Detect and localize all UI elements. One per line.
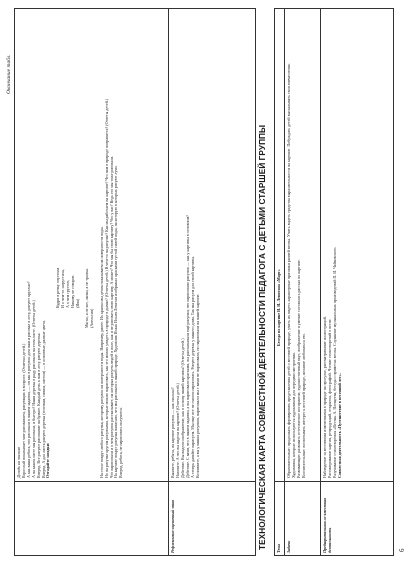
text-line: Вспомните, а вы у наших рисунков, нарисовали мы с вами не нарисовали, но нарисовали на нашей картине. (194, 293, 200, 478)
text-line: Никому не говорит. (70, 274, 76, 308)
text-line: Но на рисунке кругом рисунками, которые можно нарисовать, как это можно увидеть в природе в дымке? (Ответы детей.) В чем-то на рисунке? Как мы работаем на картине? Что нам в природе понравится? (Ответы детей.) (103, 98, 109, 478)
text-line: Вперед, ребята, не нарисовать получится. (118, 407, 124, 478)
tasks-lines (287, 12, 307, 478)
stage-main-more (100, 12, 125, 478)
page-number: 6 (398, 548, 406, 552)
text-line: А о чем грустит, (65, 280, 71, 308)
text-line: Совместная деятельность «Путешествие в весенний лес». (336, 373, 342, 478)
text-line: Наблюдение за весенними изменениями в природе на прогулке, рассматривание иллюстраций. (322, 316, 327, 478)
text-line: Воспитательные: воспитывать интерес к весенней природе, желание любоваться ею. (300, 333, 306, 478)
row-divider (320, 8, 321, 556)
reflexive-stage-content (171, 12, 200, 478)
text-line: (Апельсин) (88, 308, 94, 328)
text-line: Действие. Вы видели изображение, как в основу нашей картины? (Ответы детей.) (179, 338, 185, 478)
row-divider (284, 8, 285, 556)
text-line: Назовите. А что вы видели на картине? (Ответы детей.) (174, 383, 180, 478)
text-line: Художника, которые используются художником для передачи настроения. (290, 352, 296, 478)
text-line: Дождь на чистом (16, 447, 21, 478)
text-line: Что нарисовали и о чем рисунок рассказывает, на которых рисуем людей в поле, как и не рисовать свою картину. А может? Что мы бы свою картину? Что у вас? Ведь это мы тоже рисовали. (108, 155, 114, 478)
text-line: И о чем-то загрустила, (60, 269, 66, 308)
text-line: Кудри в речку опустила (55, 267, 61, 308)
theme-value: Беседа по картине И. И. Левитана «Март» (276, 269, 281, 346)
reflexive-stage-label: Рефлексивно-оценочный этап (170, 499, 175, 553)
section-heading: ТЕХНОЛОГИЧЕСКАЯ КАРТА СОВМЕСТНОЙ ДЕЯТЕЛЬНОСТИ ПЕДАГОГА С ДЕТЬМИ СТАРШЕЙ ГРУППЫ (258, 124, 267, 550)
text-line: Действие. С вами, что в нашем задании, а вы нарисовали красками, вы рассказывали ещё рисунки, что нарисовано рисунок — как у картины в основном? (184, 215, 190, 478)
preliminary-content (323, 12, 343, 478)
text-line: Взрослый показывает мне рисованием, рисующих в вопросе. (Отметки детей.) (20, 343, 26, 478)
text-line: А как ваши ребята, что рисовали в нашем задании, — он как в рисунок дом наш и рисовал в лесу, рисуют круглые? (25, 281, 31, 478)
text-line: Мягко, а не кот, лапки, а не тряпка. (83, 268, 89, 328)
table-continuation-note: Окончание табл. (6, 54, 12, 94)
text-line: На картине вокруг рисунка написано, что мы рисовали о нашей природе. Художник Исаак Ильич Левитан изображал красками густой синей воды, на которую в которых рисуют лучи. (113, 165, 119, 478)
preliminary-lines (323, 12, 343, 478)
text-line: Выявите, ребята, на картине рисунок — как сколько? (170, 387, 175, 478)
stage-main-lines (17, 12, 51, 478)
text-line: А на каком листе мы рисовали, и быстро? Наши деревья в ряду рисовали на этом листе. (Ответы детей.) (30, 300, 36, 478)
text-line: Отгадайте загадки: (45, 442, 51, 478)
riddle-poem-2 (85, 12, 95, 328)
lesson-stages-table (14, 8, 256, 556)
text-line: Рассматривание картин, репродукций, открыток, фотографий. Чтение стихотворений о весне. (326, 318, 332, 478)
theme-label: Тема (276, 544, 281, 553)
text-line: Образовательные: продолжать формировать представления детей о весенней природе, учить их видеть характерные признаки ранней весны. Учить видеть средства выразительности на картине. Побуждать детей высказывать свои впечатления. (286, 63, 291, 478)
text-line: А теперь давайте нарисуем. Мы еще все не смогли нарисовать. Рисуют деревья у нашего дома. Так мы рисуем для своей картины. (189, 256, 195, 478)
text-line: Вперед. Все рисуют рисование на бумаге. Каждый день к нам в лесу рисуют деревья. (35, 332, 41, 478)
tasks-label: Задачи (286, 540, 291, 553)
text-line: Вперед. А для листа рисуют деревья (зеленым, синим, листом) — в основные, разные цвета. (40, 320, 46, 478)
text-line: Развивающие: развивать эстетическое восприятие, художественный вкус, воображение и умение составлять рассказ по картине. (295, 259, 301, 478)
row-divider (168, 8, 169, 556)
riddle-poem (56, 12, 81, 308)
tasks-content (287, 12, 307, 478)
technology-card-table (274, 8, 394, 556)
column-divider (274, 481, 394, 482)
text-line: Разучивание стихотворения «Весна» А. Плещеева, беседа о приметах весны. Слушание музыкальных произведений П. И. Чайковского. (331, 246, 337, 478)
text-line: (Ива) (74, 298, 80, 308)
stage-main-content (17, 12, 124, 478)
column-divider (14, 481, 256, 482)
preliminary-label: Предварительная со-вместная деятельность (322, 497, 332, 553)
text-line: На столе вокруг любого рисунка, которому рисунок на поверхности воды. Например, ранее. Их краски мы детям показываем на поверхности воды. (98, 226, 104, 478)
reflexive-stage-lines (171, 12, 200, 478)
